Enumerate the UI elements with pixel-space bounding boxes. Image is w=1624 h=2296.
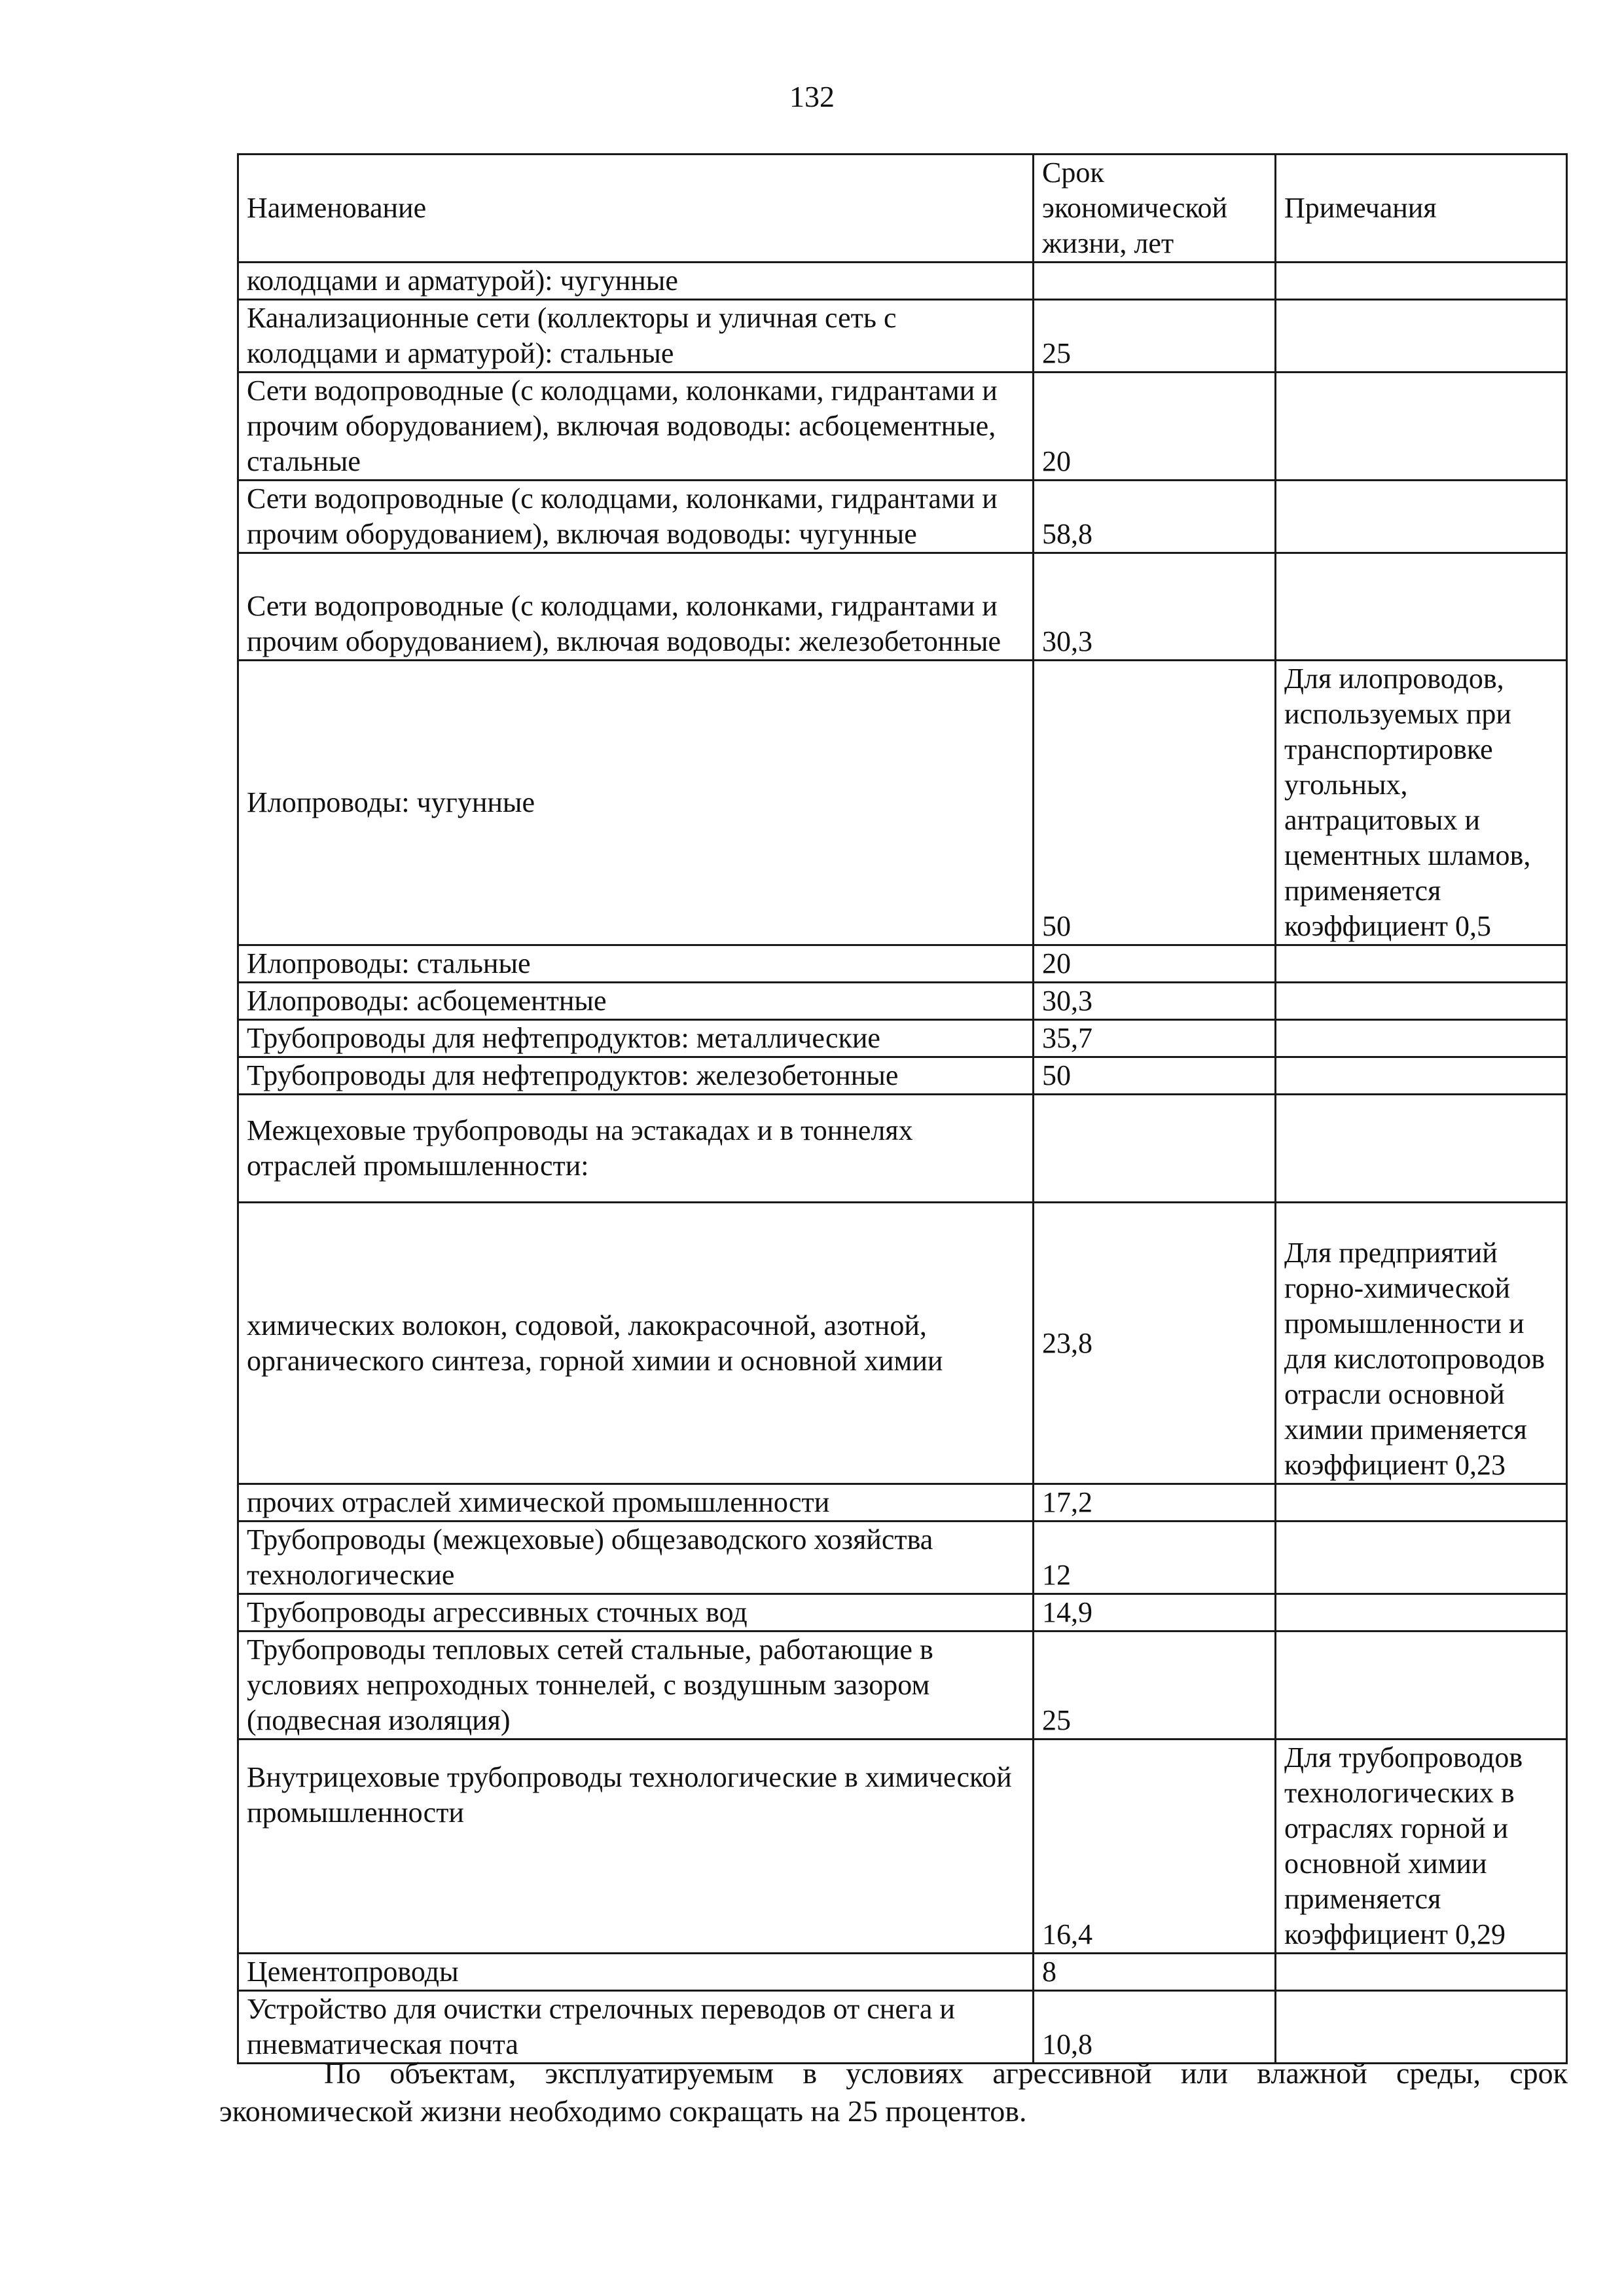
row-note	[1276, 300, 1567, 373]
table-row	[238, 983, 1567, 1020]
row-note: Для илопроводов, используемых при транспортировке угольных, антрацитовых и цементных шламов, применяется коэффициент 0,5	[1276, 661, 1567, 945]
table-row	[238, 300, 1567, 373]
row-term: 58,8	[1034, 481, 1276, 553]
row-term: 30,3	[1034, 983, 1276, 1020]
row-name: Цементопроводы	[238, 1954, 1034, 1991]
row-name: Сети водопроводные (с колодцами, колонками, гидрантами и прочим оборудованием), включая водоводы: асбоцементные, стальные	[238, 373, 1034, 481]
row-note	[1276, 1954, 1567, 1991]
row-note	[1276, 1594, 1567, 1631]
table-row	[238, 661, 1567, 945]
row-note	[1276, 263, 1567, 300]
page-number: 132	[789, 80, 835, 113]
row-note	[1276, 1631, 1567, 1740]
row-name: прочих отраслей химической промышленности	[238, 1484, 1034, 1522]
row-term: 35,7	[1034, 1020, 1276, 1057]
row-note: Для трубопроводов технологических в отраслях горной и основной химии применяется коэффициент 0,29	[1276, 1740, 1567, 1954]
row-term: 8	[1034, 1954, 1276, 1991]
table-row	[238, 1991, 1567, 2064]
table-row	[238, 373, 1567, 481]
row-term: 25	[1034, 1631, 1276, 1740]
table-header-row	[238, 155, 1567, 263]
row-note: Для предприятий горно-химической промышленности и для кислотопроводов отрасли основной химии применяется коэффициент 0,23	[1276, 1203, 1567, 1484]
row-term: 16,4	[1034, 1740, 1276, 1954]
row-term: 50	[1034, 661, 1276, 945]
row-note	[1276, 1095, 1567, 1203]
row-name: Илопроводы: стальные	[238, 945, 1034, 983]
table-row	[238, 1020, 1567, 1057]
table-row	[238, 1522, 1567, 1594]
economic-life-table	[237, 153, 1568, 2064]
table-row	[238, 1631, 1567, 1740]
row-term	[1034, 263, 1276, 300]
row-term: 12	[1034, 1522, 1276, 1594]
row-term: 30,3	[1034, 553, 1276, 661]
row-name: Сети водопроводные (с колодцами, колонками, гидрантами и прочим оборудованием), включая водоводы: чугунные	[238, 481, 1034, 553]
row-note	[1276, 1991, 1567, 2064]
row-term: 20	[1034, 373, 1276, 481]
row-note	[1276, 1020, 1567, 1057]
row-name: химических волокон, содовой, лакокрасочной, азотной, органического синтеза, горной химии и основной химии	[238, 1203, 1034, 1484]
row-name: Илопроводы: чугунные	[238, 661, 1034, 945]
table-row	[238, 481, 1567, 553]
row-term: 14,9	[1034, 1594, 1276, 1631]
table-row	[238, 1740, 1567, 1954]
table-row	[238, 1095, 1567, 1203]
table-row	[238, 1954, 1567, 1991]
table-row	[238, 1057, 1567, 1095]
row-note	[1276, 983, 1567, 1020]
row-note	[1276, 1522, 1567, 1594]
row-name: Трубопроводы (межцеховые) общезаводского хозяйства технологические	[238, 1522, 1034, 1594]
row-term: 17,2	[1034, 1484, 1276, 1522]
table-row	[238, 1594, 1567, 1631]
table-row	[238, 945, 1567, 983]
table-row	[238, 263, 1567, 300]
row-term: 25	[1034, 300, 1276, 373]
row-name: Трубопроводы тепловых сетей стальные, работающие в условиях непроходных тоннелей, с воздушным зазором (подвесная изоляция)	[238, 1631, 1034, 1740]
header-notes: Примечания	[1276, 155, 1567, 263]
row-term: 23,8	[1034, 1203, 1276, 1484]
table-row	[238, 1484, 1567, 1522]
row-term	[1034, 1095, 1276, 1203]
table-row	[238, 553, 1567, 661]
row-note	[1276, 945, 1567, 983]
row-name: Сети водопроводные (с колодцами, колонками, гидрантами и прочим оборудованием), включая водоводы: железобетонные	[238, 553, 1034, 661]
row-name: Илопроводы: асбоцементные	[238, 983, 1034, 1020]
row-name: Трубопроводы для нефтепродуктов: металлические	[238, 1020, 1034, 1057]
row-term: 50	[1034, 1057, 1276, 1095]
row-name: Канализационные сети (коллекторы и уличная сеть с колодцами и арматурой): стальные	[238, 300, 1034, 373]
row-note	[1276, 1057, 1567, 1095]
row-name: Устройство для очистки стрелочных переводов от снега и пневматическая почта	[238, 1991, 1034, 2064]
row-note	[1276, 1484, 1567, 1522]
row-name: Трубопроводы для нефтепродуктов: железобетонные	[238, 1057, 1034, 1095]
row-term: 20	[1034, 945, 1276, 983]
row-name: колодцами и арматурой): чугунные	[238, 263, 1034, 300]
table-row	[238, 1203, 1567, 1484]
header-name: Наименование	[238, 155, 1034, 263]
row-note	[1276, 373, 1567, 481]
row-name: Внутрицеховые трубопроводы технологические в химической промышленности	[238, 1740, 1034, 1954]
row-term: 10,8	[1034, 1991, 1276, 2064]
header-term: Срок экономической жизни, лет	[1034, 155, 1276, 263]
footer-note: По объектам, эксплуатируемым в условиях агрессивной или влажной среды, срок экономической жизни необходимо сокращать на 25 процентов.	[219, 2056, 1568, 2128]
row-name: Межцеховые трубопроводы на эстакадах и в тоннелях отраслей промышленности:	[238, 1095, 1034, 1203]
row-name: Трубопроводы агрессивных сточных вод	[238, 1594, 1034, 1631]
row-note	[1276, 481, 1567, 553]
row-note	[1276, 553, 1567, 661]
